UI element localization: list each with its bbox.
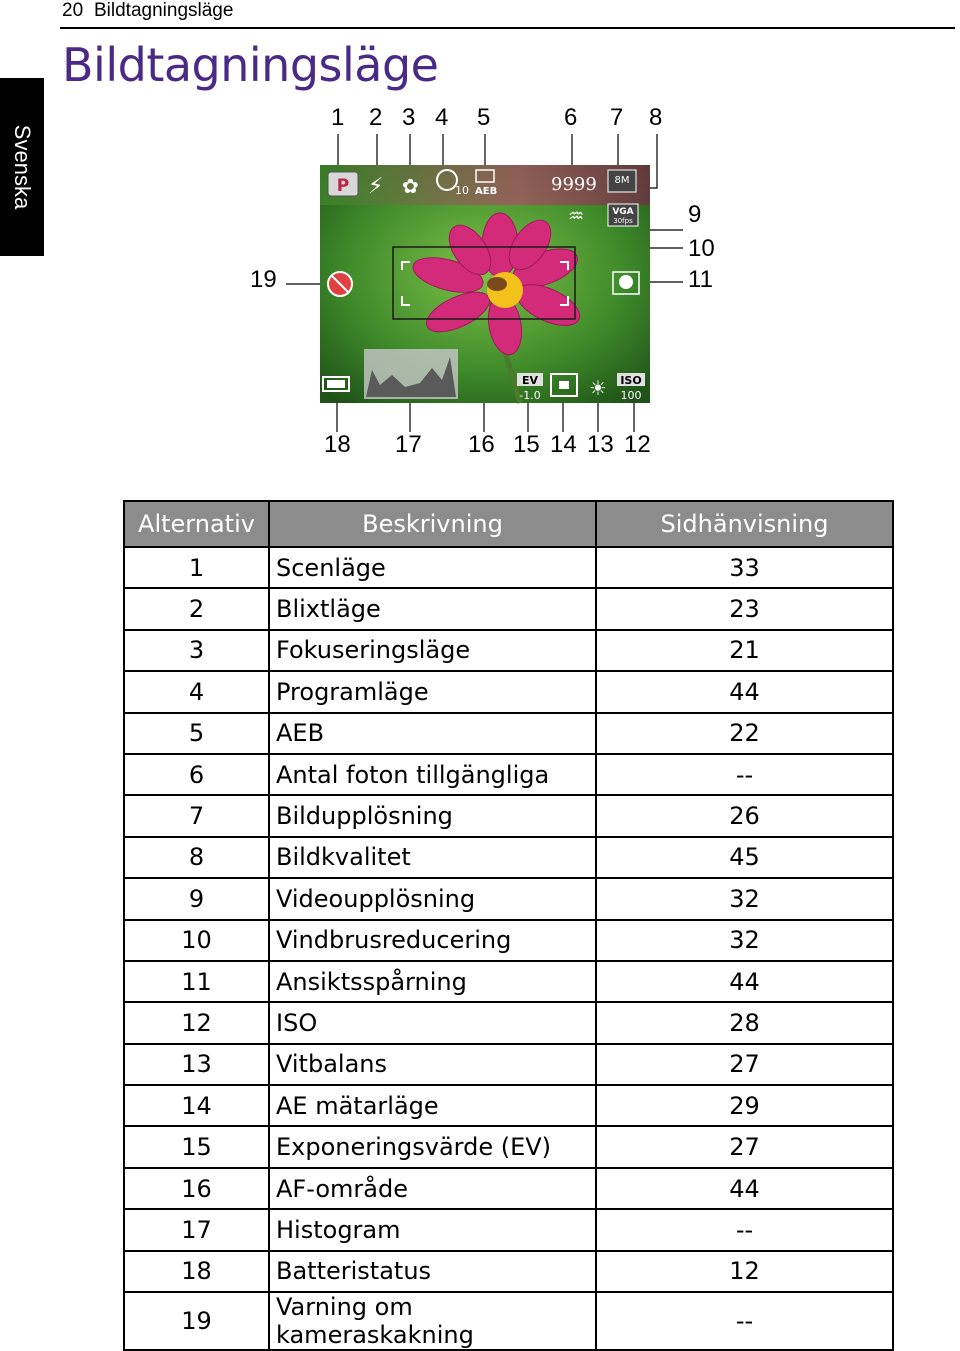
table-row — [124, 1126, 893, 1167]
callout-3: 3 — [402, 104, 416, 131]
row-page-reference: -- — [596, 1292, 893, 1350]
row-description: AEB — [269, 713, 596, 754]
table-row — [124, 1209, 893, 1250]
row-description: Histogram — [269, 1209, 596, 1250]
row-option-number: 12 — [124, 1002, 269, 1043]
row-description: Vindbrusreducering — [269, 920, 596, 961]
running-title: Bildtagningsläge — [94, 0, 234, 21]
callout-16: 16 — [468, 431, 495, 458]
row-page-reference: 32 — [596, 920, 893, 961]
table-row — [124, 1002, 893, 1043]
row-option-number: 19 — [124, 1292, 269, 1350]
row-description: Fokuseringsläge — [269, 630, 596, 671]
table-row — [124, 671, 893, 712]
row-description: Bildupplösning — [269, 795, 596, 836]
row-description: Ansiktsspårning — [269, 961, 596, 1002]
row-description: Antal foton tillgängliga — [269, 754, 596, 795]
table-header-row — [124, 501, 893, 547]
row-option-number: 11 — [124, 961, 269, 1002]
macro-focus-icon: ✿ — [402, 174, 419, 198]
iso-label: ISO — [620, 374, 642, 387]
row-page-reference: 22 — [596, 713, 893, 754]
row-page-reference: 23 — [596, 588, 893, 629]
callout-7: 7 — [610, 104, 624, 131]
row-option-number: 1 — [124, 547, 269, 588]
flash-auto-icon: ⚡ — [368, 174, 384, 199]
iso-value: 100 — [620, 389, 642, 402]
row-option-number: 13 — [124, 1044, 269, 1085]
row-page-reference: 29 — [596, 1085, 893, 1126]
ev-label: EV — [521, 374, 539, 387]
mode-badge: P — [336, 176, 350, 196]
row-page-reference: 26 — [596, 795, 893, 836]
row-page-reference: -- — [596, 1209, 893, 1250]
row-description: ISO — [269, 1002, 596, 1043]
column-header-sidhanvisning: Sidhänvisning — [596, 501, 893, 547]
row-page-reference: 27 — [596, 1044, 893, 1085]
options-table — [123, 500, 894, 1351]
callout-5: 5 — [477, 104, 491, 131]
row-page-reference: 44 — [596, 961, 893, 1002]
row-page-reference: 44 — [596, 671, 893, 712]
row-option-number: 14 — [124, 1085, 269, 1126]
row-option-number: 10 — [124, 920, 269, 961]
callout-4: 4 — [435, 104, 449, 131]
callout-10: 10 — [688, 235, 715, 262]
table-row — [124, 878, 893, 919]
callout-6: 6 — [564, 104, 578, 131]
row-option-number: 18 — [124, 1251, 269, 1292]
video-badge: VGA — [612, 207, 634, 217]
table-row — [124, 920, 893, 961]
row-page-reference: 28 — [596, 1002, 893, 1043]
resolution-badge: 8M — [614, 175, 630, 186]
row-option-number: 17 — [124, 1209, 269, 1250]
wind-noise-icon: ♒ — [568, 206, 585, 227]
callout-15: 15 — [513, 431, 540, 458]
face-tracking-icon — [619, 275, 633, 289]
video-fps: 30fps — [613, 217, 633, 225]
row-page-reference: 45 — [596, 837, 893, 878]
row-option-number: 6 — [124, 754, 269, 795]
timer-value: 10 — [455, 184, 469, 197]
table-row — [124, 1085, 893, 1126]
table-row — [124, 795, 893, 836]
row-description: Varning om kameraskakning — [269, 1292, 596, 1350]
table-row — [124, 1292, 893, 1350]
row-description: Scenläge — [269, 547, 596, 588]
row-page-reference: -- — [596, 754, 893, 795]
row-description: Videoupplösning — [269, 878, 596, 919]
row-option-number: 15 — [124, 1126, 269, 1167]
row-option-number: 5 — [124, 713, 269, 754]
column-header-beskrivning: Beskrivning — [269, 501, 596, 547]
callout-12: 12 — [624, 431, 651, 458]
callout-2: 2 — [369, 104, 383, 131]
table-row — [124, 713, 893, 754]
row-description: Batteristatus — [269, 1251, 596, 1292]
shot-count: 9999 — [551, 174, 597, 195]
row-page-reference: 27 — [596, 1126, 893, 1167]
table-row — [124, 1044, 893, 1085]
white-balance-icon: ☀ — [589, 376, 607, 400]
table-row — [124, 630, 893, 671]
ev-value: -1.0 — [519, 389, 541, 402]
row-description: Exponeringsvärde (EV) — [269, 1126, 596, 1167]
table-row — [124, 1251, 893, 1292]
row-option-number: 16 — [124, 1168, 269, 1209]
page-number: 20 — [62, 0, 84, 21]
row-description: Programläge — [269, 671, 596, 712]
aeb-badge: AEB — [475, 186, 498, 197]
table-row — [124, 837, 893, 878]
table-row — [124, 1168, 893, 1209]
callout-18: 18 — [324, 431, 351, 458]
table-row — [124, 547, 893, 588]
row-page-reference: 32 — [596, 878, 893, 919]
row-description: AF-område — [269, 1168, 596, 1209]
callout-14: 14 — [550, 431, 577, 458]
row-option-number: 7 — [124, 795, 269, 836]
table-row — [124, 961, 893, 1002]
row-page-reference: 21 — [596, 630, 893, 671]
row-page-reference: 33 — [596, 547, 893, 588]
callout-17: 17 — [395, 431, 422, 458]
table-row — [124, 754, 893, 795]
callout-11: 11 — [688, 266, 713, 293]
row-option-number: 8 — [124, 837, 269, 878]
callout-8: 8 — [649, 104, 663, 131]
row-option-number: 3 — [124, 630, 269, 671]
camera-screen-diagram — [0, 0, 960, 470]
row-option-number: 9 — [124, 878, 269, 919]
page-title: Bildtagningsläge — [62, 38, 439, 92]
row-description: Vitbalans — [269, 1044, 596, 1085]
row-description: AE mätarläge — [269, 1085, 596, 1126]
row-page-reference: 44 — [596, 1168, 893, 1209]
language-tab-label: Svenska — [10, 124, 35, 210]
row-page-reference: 12 — [596, 1251, 893, 1292]
table-row — [124, 588, 893, 629]
row-option-number: 2 — [124, 588, 269, 629]
callout-1: 1 — [331, 104, 345, 131]
row-option-number: 4 — [124, 671, 269, 712]
callout-9: 9 — [688, 201, 702, 228]
column-header-alternativ: Alternativ — [124, 501, 269, 547]
row-description: Blixtläge — [269, 588, 596, 629]
callout-13: 13 — [587, 431, 614, 458]
row-description: Bildkvalitet — [269, 837, 596, 878]
callout-19: 19 — [250, 266, 277, 293]
